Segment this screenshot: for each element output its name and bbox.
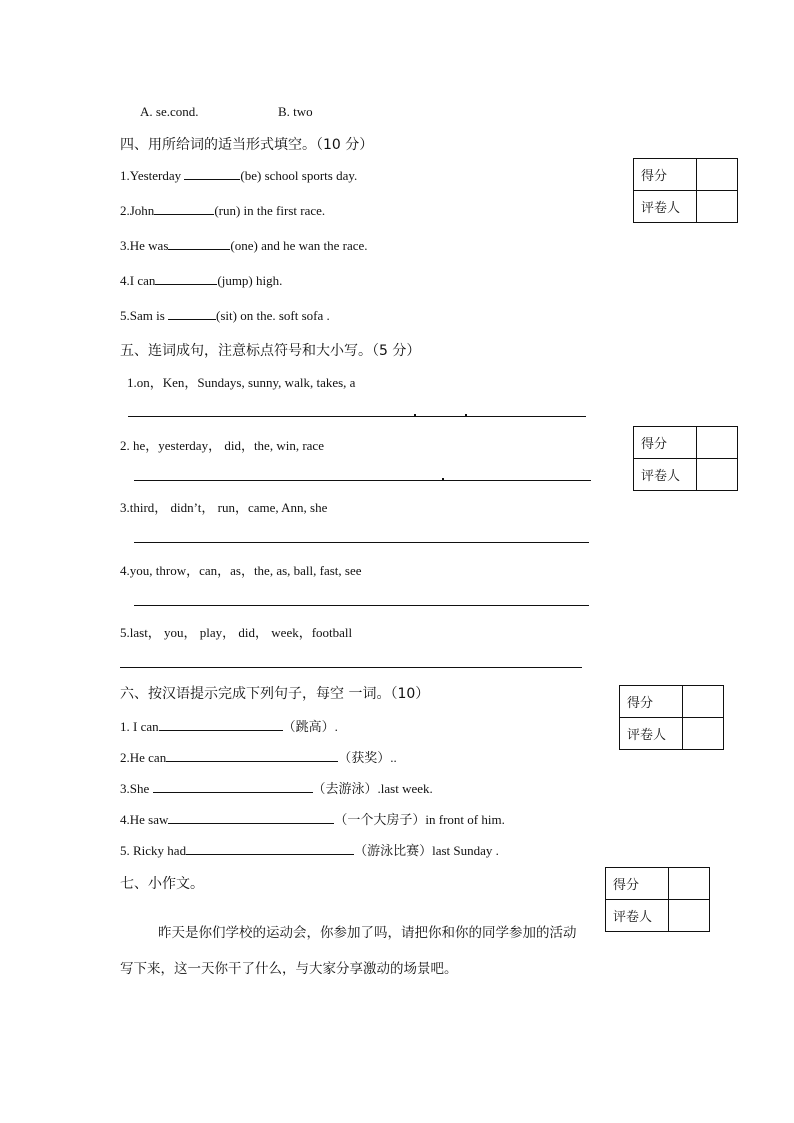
- score-cell[interactable]: [697, 159, 738, 191]
- fill-blank[interactable]: [166, 749, 338, 762]
- section5-title: 五、连词成句，注意标点符号和大小写。（5 分）: [120, 343, 421, 359]
- section6-title: 六、按汉语提示完成下列句子，每空 一词。（10）: [120, 686, 430, 702]
- grader-label: 评卷人: [606, 900, 669, 932]
- grader-label: 评卷人: [620, 718, 683, 750]
- answer-line[interactable]: [120, 667, 582, 668]
- fill-blank[interactable]: [153, 780, 313, 793]
- essay-prompt-line-1: 昨天是你们学校的运动会，你参加了吗，请把你和你的同学参加的活动: [158, 925, 577, 941]
- score-box-section7: [605, 867, 710, 932]
- score-box-section4: [633, 158, 738, 223]
- s5-item-3: 3.third， didn’t， run，came, Ann, she: [120, 500, 328, 515]
- grader-cell[interactable]: [683, 718, 724, 750]
- answer-line[interactable]: [134, 542, 589, 543]
- fill-blank[interactable]: [155, 272, 217, 285]
- score-label: 得分: [634, 427, 697, 459]
- s4-item-1: 1.Yesterday (be) school sports day.: [120, 168, 358, 183]
- grader-cell[interactable]: [697, 459, 738, 491]
- score-label: 得分: [606, 868, 669, 900]
- s4-item-4: 4.I can (jump) high.: [120, 273, 283, 288]
- grader-cell[interactable]: [669, 900, 710, 932]
- s6-item-3: 3.She （去游泳）.last week.: [120, 781, 433, 797]
- score-box-section5: [633, 426, 738, 491]
- line-dot: [442, 478, 444, 480]
- fill-blank[interactable]: [184, 167, 240, 180]
- fill-blank[interactable]: [186, 842, 354, 855]
- score-cell[interactable]: [697, 427, 738, 459]
- answer-line[interactable]: [134, 480, 591, 481]
- score-box-section6: [619, 685, 724, 750]
- fill-blank[interactable]: [154, 202, 214, 215]
- score-label: 得分: [620, 686, 683, 718]
- fill-blank[interactable]: [168, 811, 334, 824]
- s4-item-2: 2.John (run) in the first race.: [120, 203, 326, 218]
- s4-item-5: 5.Sam is (sit) on the. soft sofa .: [120, 308, 330, 323]
- score-label: 得分: [634, 159, 697, 191]
- score-cell[interactable]: [683, 686, 724, 718]
- line-dot: [414, 414, 416, 416]
- grader-cell[interactable]: [697, 191, 738, 223]
- line-dot: [465, 414, 467, 416]
- fill-blank[interactable]: [159, 718, 283, 731]
- s5-item-1: 1.on，Ken，Sundays, sunny, walk, takes, a: [127, 375, 356, 390]
- s6-item-1: 1. I can （跳高）.: [120, 719, 338, 735]
- answer-line[interactable]: [128, 416, 586, 417]
- s5-item-2: 2. he，yesterday， did，the, win, race: [120, 438, 324, 453]
- answer-line[interactable]: [134, 605, 589, 606]
- fill-blank[interactable]: [168, 307, 216, 320]
- section7-title: 七、小作文。: [120, 876, 204, 892]
- grader-label: 评卷人: [634, 459, 697, 491]
- essay-prompt-line-2: 写下来，这一天你干了什么，与大家分享激动的场景吧。: [120, 961, 458, 977]
- s6-item-5: 5. Ricky had （游泳比赛）last Sunday .: [120, 843, 499, 859]
- s5-item-4: 4.you, throw，can，as，the, as, ball, fast, see: [120, 563, 362, 578]
- option-b: B. two: [278, 104, 313, 119]
- option-a: A. se.cond.: [140, 104, 199, 119]
- s5-item-5: 5.last， you， play， did， week，football: [120, 625, 353, 640]
- s6-item-2: 2.He can （获奖）..: [120, 750, 397, 766]
- s4-item-3: 3.He was (one) and he wan the race.: [120, 238, 368, 253]
- grader-label: 评卷人: [634, 191, 697, 223]
- fill-blank[interactable]: [168, 237, 230, 250]
- section4-title: 四、用所给词的适当形式填空。（10 分）: [120, 137, 374, 153]
- s6-item-4: 4.He saw （一个大房子）in front of him.: [120, 812, 505, 828]
- score-cell[interactable]: [669, 868, 710, 900]
